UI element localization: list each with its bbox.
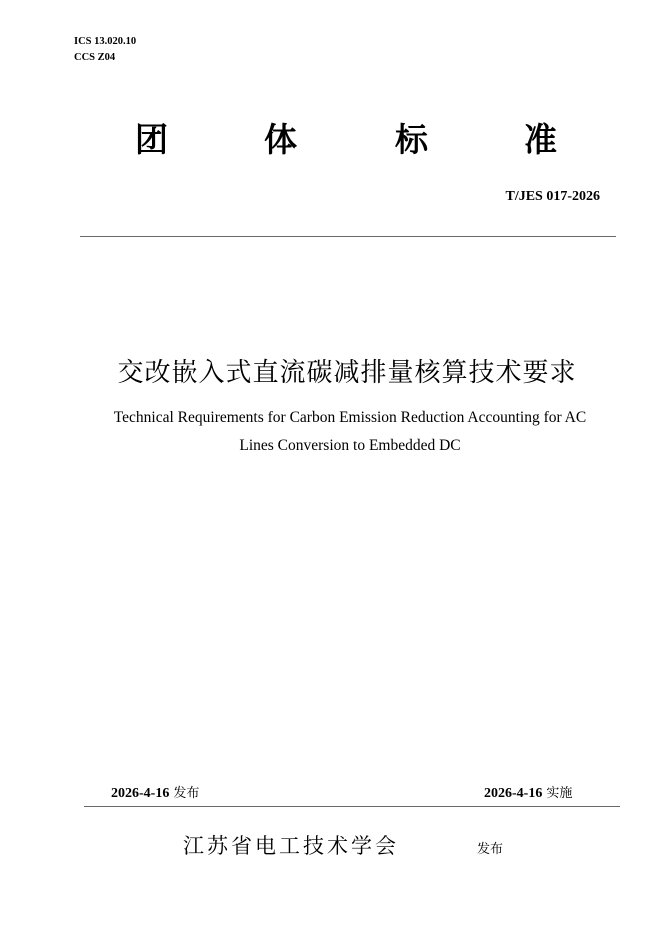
implement-label: 实施 [546, 786, 573, 801]
standard-number: T/JES 017-2026 [505, 189, 600, 204]
standard-type-char-3: 标 [395, 120, 428, 159]
standard-type-char-2: 体 [264, 120, 297, 159]
implement-date: 2026-4-16 [484, 786, 543, 801]
title-english-line-2: Lines Conversion to Embedded DC [239, 437, 461, 454]
publish-date: 2026-4-16 [111, 786, 170, 801]
top-divider [80, 236, 616, 237]
title-english [90, 404, 610, 460]
publisher-name: 江苏省电工技术学会 [183, 834, 399, 858]
bottom-divider [84, 806, 620, 807]
ccs-code: CCS Z04 [74, 52, 116, 63]
publish-label: 发布 [173, 786, 200, 801]
standard-type-char-1: 团 [135, 120, 168, 159]
implement-date-block [484, 782, 572, 802]
title-chinese: 交改嵌入式直流碳减排量核算技术要求 [117, 358, 577, 388]
standard-type-char-4: 准 [524, 120, 557, 159]
title-english-line-1: Technical Requirements for Carbon Emission Reduction Accounting for AC [113, 409, 587, 426]
classification-codes [74, 34, 136, 66]
publish-date-block [111, 782, 199, 802]
publisher-suffix: 发布 [477, 842, 504, 857]
ics-code: ICS 13.020.10 [74, 36, 137, 47]
